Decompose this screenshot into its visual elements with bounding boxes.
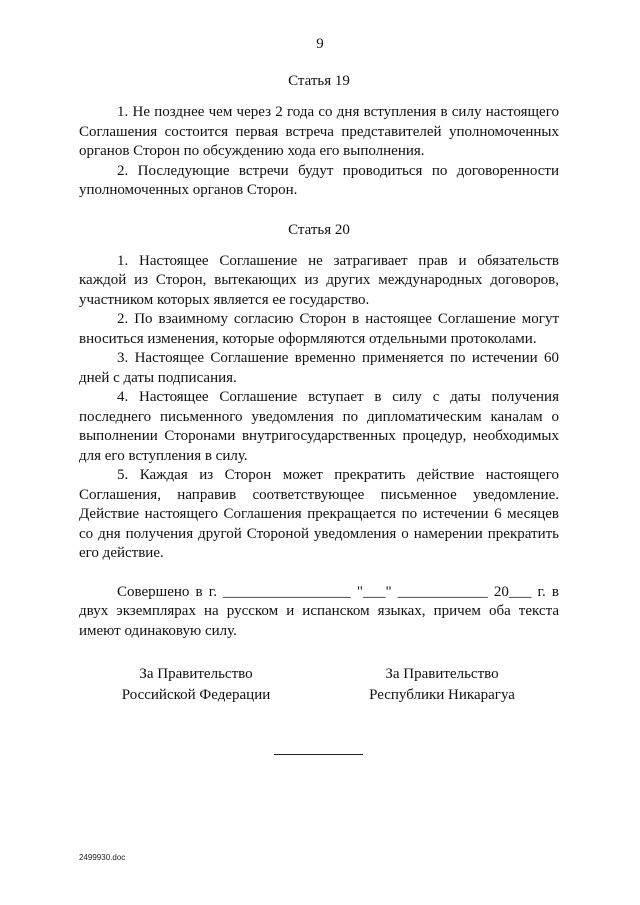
signature-russia <box>96 664 296 706</box>
signature-russia-line-1: За Правительство <box>139 666 253 682</box>
article-19-paragraph-1: 1. Не позднее чем через 2 года со дня вступления в силу настоящего Соглашения состоится первая встреча представителей уполномоченных органов Сторон по обсуждению хода его выполнения. <box>79 104 559 159</box>
signature-nicaragua-line-1: За Правительство <box>385 666 499 682</box>
page-number: 9 <box>316 36 324 52</box>
article-19-heading: Статья 19 <box>288 73 350 89</box>
signature-nicaragua-line-2: Республики Никарагуа <box>369 687 515 703</box>
document-body <box>79 64 559 641</box>
file-name: 2499930.doc <box>79 853 126 862</box>
article-20-paragraph-3: 3. Настоящее Соглашение временно применяется по истечении 60 дней с даты подписания. <box>79 350 559 386</box>
end-divider <box>274 754 363 755</box>
article-20-paragraph-4: 4. Настоящее Соглашение вступает в силу с даты получения последнего письменного уведомления по дипломатическим каналам о выполнении Сторонами внутригосударственных процедур, необходимых для его вступления в силу. <box>79 389 559 464</box>
article-20-paragraph-5: 5. Каждая из Сторон может прекратить действие настоящего Соглашения, направив соответствующее письменное уведомление. Действие настоящего Соглашения прекращается по истечении 6 месяцев со дня получения другой Стороной уведомления о намерении прекратить его действие. <box>79 467 559 561</box>
article-20-heading: Статья 20 <box>288 221 350 238</box>
article-19-paragraph-2: 2. Последующие встречи будут проводиться по договоренности уполномоченных органов Сторон. <box>79 162 559 198</box>
signature-block <box>0 664 640 724</box>
signature-nicaragua <box>342 664 542 706</box>
article-20-paragraph-2: 2. По взаимному согласию Сторон в настоящее Соглашение могут вноситься изменения, которые оформляются отдельными протоколами. <box>79 311 559 347</box>
signature-russia-line-2: Российской Федерации <box>121 687 271 703</box>
closing-paragraph: Совершено в г. _________________ "___" ____________ 20___ г. в двух экземплярах на русском и испанском языках, причем оба текста имеют одинаковую силу. <box>79 583 559 639</box>
article-20-paragraph-1: 1. Настоящее Соглашение не затрагивает прав и обязательств каждой из Сторон, вытекающих из других международных договоров, участником которых является ее государство. <box>79 252 559 308</box>
